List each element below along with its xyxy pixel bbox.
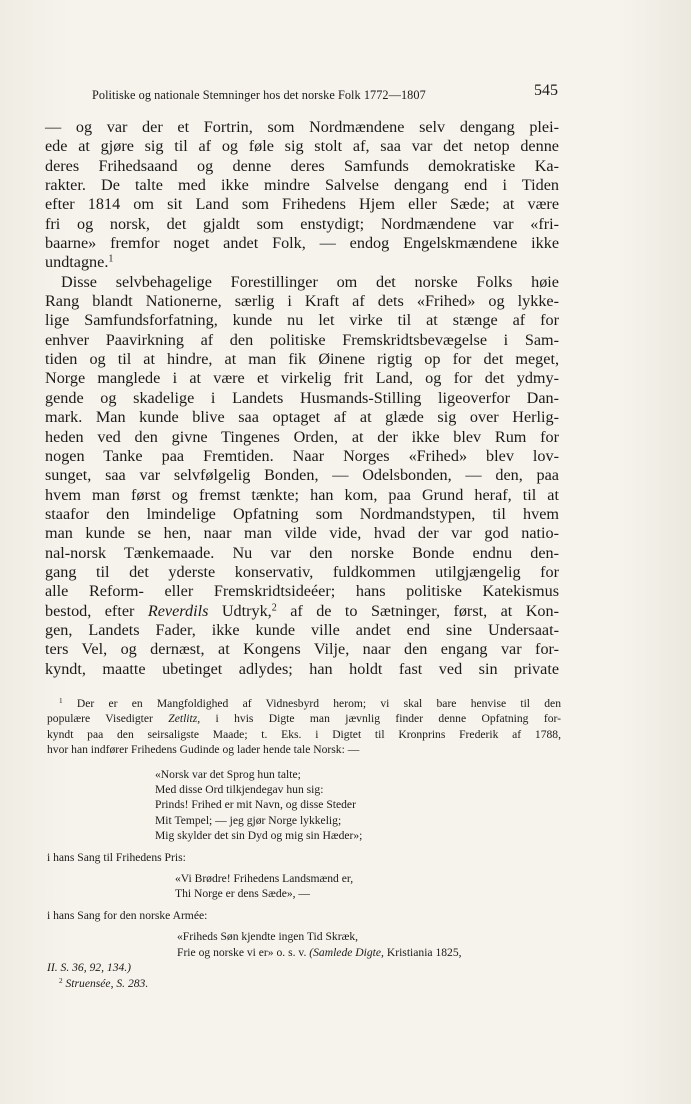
source-reference: [47, 960, 561, 975]
body-line: baarne» fremfor noget andet Folk, — endog Engelskmændene ikke: [45, 234, 559, 253]
spacer: [47, 758, 561, 767]
verse-line: Prinds! Frihed er mit Navn, og disse Steder: [155, 798, 356, 812]
footnote-1-line: [47, 711, 561, 726]
verse-line: «Friheds Søn kjendte ingen Tid Skræk,: [177, 930, 359, 944]
body-line: heden ved den givne Tingenes Orden, at der ikke blev Rum for: [45, 427, 559, 446]
body-line: [45, 253, 559, 272]
footnotes: [47, 696, 561, 991]
body-line: deres Frihedsaand og denne deres Samfunds demokratiske Ka-: [45, 156, 559, 175]
body-line-text: bestod, efter: [45, 601, 148, 620]
source-reference-italic: II. S. 36, 92, 134.): [47, 961, 132, 975]
source-text: Kristiania 1825,: [383, 945, 462, 959]
body-line: gen, Landets Fader, ikke kunde ville andet end sine Undersaat-: [45, 620, 559, 639]
footnote-1-line: hvor han indfører Frihedens Gudinde og lader hende tale Norsk: —: [47, 743, 360, 757]
body-line: — og var der et Fortrin, som Nordmændene selv dengang plei-: [45, 118, 559, 136]
footnote-marker-1: 1: [59, 697, 63, 706]
body-line: kyndt, maatte ubetinget adlydes; han holdt fast ved sin private: [45, 659, 559, 678]
body-line-text: af de to Sætninger, først, at Kon-: [276, 601, 559, 620]
verse-line: «Vi Brødre! Frihedens Landsmænd er,: [175, 872, 354, 886]
verse-text: Frie og norske vi er» o. s. v.: [177, 945, 310, 959]
footnote-connector: i hans Sang for den norske Armée:: [47, 908, 208, 922]
paragraph-start: Disse selvbehagelige Forestillinger om det norske Folks høie: [61, 272, 559, 291]
author-name-italic: Reverdils: [147, 601, 209, 620]
footnote-2: [47, 976, 561, 991]
body-line: [45, 602, 559, 621]
body-text: [45, 118, 559, 679]
verse-line: Thi Norge er dens Sæde», —: [175, 887, 311, 901]
body-line: Rang blandt Nationerne, særlig i Kraft af dets «Frihed» og lykke-: [45, 292, 559, 311]
body-line: staafor den lmindelige Opfatning som Nordmandstypen, til hvem: [45, 504, 559, 523]
body-line: lige Samfundsforfatning, kunde nu let virke til at stænge af for: [45, 311, 559, 330]
verse-line: Mig skylder det sin Dyd og mig sin Hæder»;: [155, 829, 363, 843]
footnote-ref-1[interactable]: 1: [108, 253, 114, 265]
body-line: enhver Paavirkning af den politiske Fremskridtsbevægelse i Sam-: [45, 330, 559, 349]
verse-line: «Norsk var det Sprog hun talte;: [155, 767, 301, 781]
body-line: fri og norsk, det gjaldt som enstydigt; Nordmændene var «fri-: [45, 214, 559, 233]
footnote-1-line: kyndt paa den seirsaligste Maade; t. Eks. i Digtet til Kronprins Frederik af 1788,: [47, 727, 561, 741]
footnote-1-line: [47, 696, 561, 711]
verse-line: [177, 945, 561, 960]
body-line: gende og skadelige i Landets Husmands-Stilling ligeoverfor Dan-: [45, 388, 559, 407]
footnote-text: Der er en Mangfoldighed af Vidnesbyrd herom; vi skal bare henvise til den: [62, 697, 561, 710]
verse-line: Med disse Ord tilkjendegav hun sig:: [155, 783, 324, 797]
source-title-italic: (Samlede Digte,: [309, 945, 384, 959]
poet-name-italic: Zetlitz,: [168, 712, 201, 726]
body-line: alle Reform- eller Fremskridtsideéer; hans politiske Katekismus: [45, 582, 559, 601]
body-line: nal-norsk Tænkemaade. Nu var den norske Bonde endnu den-: [45, 543, 559, 562]
footnote-ref-2[interactable]: 2: [271, 602, 277, 614]
footnote-connector: i hans Sang til Frihedens Pris:: [47, 850, 186, 864]
running-head: [92, 82, 562, 106]
body-line: tiden og til at hindre, at man fik Øinene rigtig op for det meget,: [45, 350, 559, 369]
footnote-2-text: Struensée, S. 283.: [65, 976, 149, 990]
body-line-text: Udtryk,: [208, 601, 272, 620]
body-line: man kunde se hen, naar man vilde vide, hvad der var god natio-: [45, 524, 559, 543]
body-line: Norge manglede i at være et virkelig frit Land, og for det ydmy-: [45, 369, 559, 388]
body-line: gang til det yderste konservativ, fuldkommen utilgjængelig for: [45, 562, 559, 581]
running-title: Politiske og nationale Stemninger hos det norske Folk 1772—1807: [92, 88, 426, 102]
footnote-text: i hvis Digte man jævnlig finder denne Opfatning for-: [200, 712, 561, 726]
footnote-text: populære Visedigter: [47, 712, 169, 726]
body-line: rakter. De talte med ikke mindre Salvelse dengang end i Tiden: [45, 176, 559, 195]
page-number: 545: [534, 82, 558, 99]
footnote-marker-2: 2: [59, 976, 63, 985]
body-line: ters Vel, og dernæst, at Kongens Vilje, naar den engang var for-: [45, 640, 559, 659]
body-line: mark. Man kunde blive saa optaget af at glæde sig over Herlig-: [45, 408, 559, 427]
body-line-text: undtagne.: [45, 253, 109, 272]
body-line: hvem man først og fremst tænkte; han kom, paa Grund heraf, til at: [45, 485, 559, 504]
verse-line: Mit Tempel; — jeg gjør Norge lykkelig;: [155, 813, 342, 827]
body-line: efter 1814 om sit Land som Frihedens Hjem eller Sæde; at være: [45, 195, 559, 214]
body-line: ede at gjøre sig til af og føle sig stolt af, saa var det netop denne: [45, 137, 559, 156]
body-line: sunget, saa var selvfølgelig Bonden, — Odelsbonden, — den, paa: [45, 466, 559, 485]
body-line: nogen Tanke paa Fremtiden. Naar Norges «Frihed» blev lov-: [45, 446, 559, 465]
